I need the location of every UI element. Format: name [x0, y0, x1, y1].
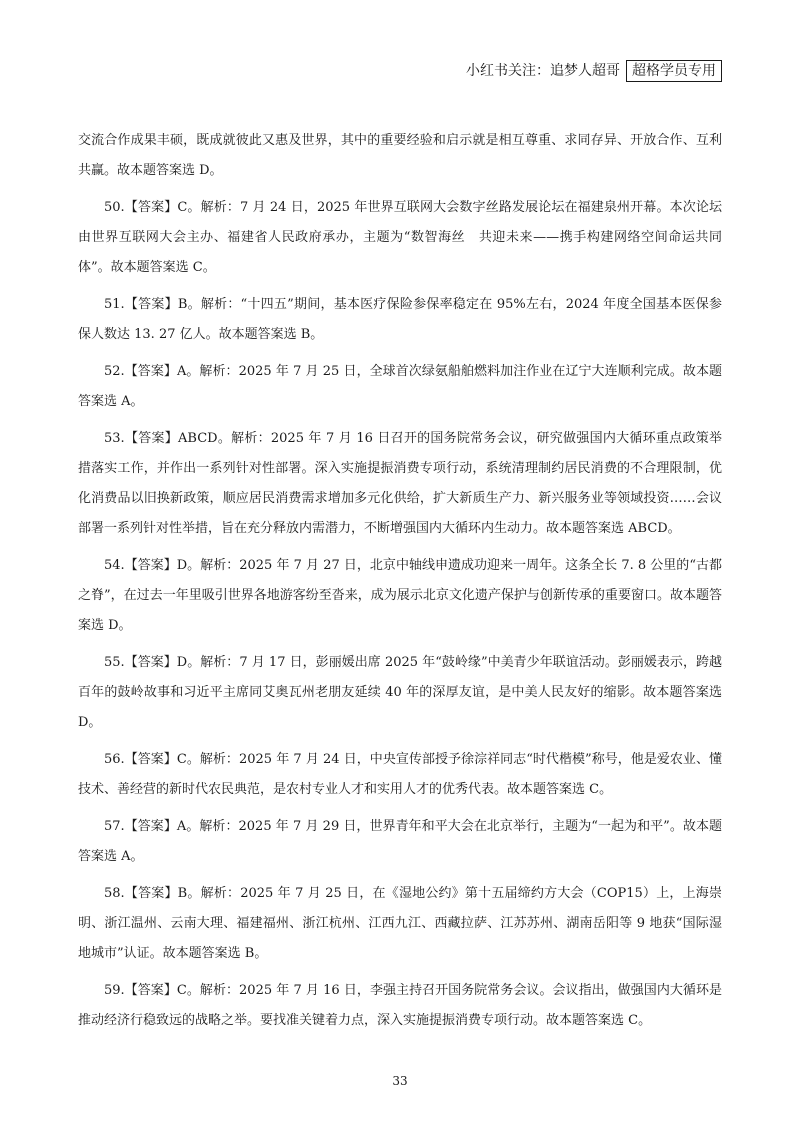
answer-57: 57.【答案】A。解析：2025 年 7 月 29 日，世界青年和平大会在北京举行，主题为“一起为和平”。故本题答案选 A。	[78, 819, 722, 864]
answer-59: 59.【答案】C。解析：2025 年 7 月 16 日，李强主持召开国务院常务会议。会议指出，做强国内大循环是推动经济行稳致远的战略之举。要找准关键着力点，深入实施提振消费专项行动。故本题答案选 C。	[78, 983, 722, 1028]
page-header	[466, 60, 722, 82]
answer-56: 56.【答案】C。解析：2025 年 7 月 24 日，中央宣传部授予徐淙祥同志“时代楷模”称号，他是爱农业、懂技术、善经营的新时代农民典范，是农村专业人才和实用人才的优秀代表。故本题答案选 C。	[78, 752, 722, 797]
answer-55: 55.【答案】D。解析：7 月 17 日，彭丽媛出席 2025 年“鼓岭缘”中美青少年联谊活动。彭丽媛表示，跨越百年的鼓岭故事和习近平主席同艾奥瓦州老朋友延续 40 年的深厚友谊，是中美人民友好的缩影。故本题答案选 D。	[78, 655, 722, 730]
page-number: 33	[392, 1074, 408, 1088]
answer-53: 53.【答案】ABCD。解析：2025 年 7 月 16 日召开的国务院常务会议，研究做强国内大循环重点政策举措落实工作，并作出一系列针对性部署。深入实施提振消费专项行动，系统清理制约居民消费的不合理限制，优化消费品以旧换新政策，顺应居民消费需求增加多元化供给，扩大新质生产力、新兴服务业等领域投资……会议部署一系列针对性举措，旨在充分释放内需潜力，不断增强国内大循环内生动力。故本题答案选 ABCD。	[78, 431, 722, 536]
follow-text: 小红书关注：追梦人超哥	[466, 63, 620, 79]
answer-content	[78, 126, 722, 1043]
answer-51: 51.【答案】B。解析：“十四五”期间，基本医疗保险参保率稳定在 95%左右，2024 年度全国基本医保参保人数达 13. 27 亿人。故本题答案选 B。	[78, 297, 722, 342]
answer-54: 54.【答案】D。解析：2025 年 7 月 27 日，北京中轴线申遗成功迎来一周年。这条全长 7. 8 公里的“古都之脊”，在过去一年里吸引世界各地游客纷至沓来，成为展示北京文化遗产保护与创新传承的重要窗口。故本题答案选 D。	[78, 558, 722, 633]
answer-50: 50.【答案】C。解析：7 月 24 日，2025 年世界互联网大会数字丝路发展论坛在福建泉州开幕。本次论坛由世界互联网大会主办、福建省人民政府承办，主题为“数智海丝 共迎未来——携手构建网络空间命运共同体”。故本题答案选 C。	[78, 200, 722, 275]
answer-58: 58.【答案】B。解析：2025 年 7 月 25 日，在《湿地公约》第十五届缔约方大会（COP15）上，上海崇明、浙江温州、云南大理、福建福州、浙江杭州、江西九江、西藏拉萨、江苏苏州、湖南岳阳等 9 地获“国际湿地城市”认证。故本题答案选 B。	[78, 886, 722, 961]
answer-52: 52.【答案】A。解析：2025 年 7 月 25 日，全球首次绿氨船舶燃料加注作业在辽宁大连顺利完成。故本题答案选 A。	[78, 364, 722, 409]
continuation-paragraph: 交流合作成果丰硕，既成就彼此又惠及世界，其中的重要经验和启示就是相互尊重、求同存异、开放合作、互利共赢。故本题答案选 D。	[78, 133, 722, 178]
exclusive-tag: 超格学员专用	[626, 60, 722, 82]
